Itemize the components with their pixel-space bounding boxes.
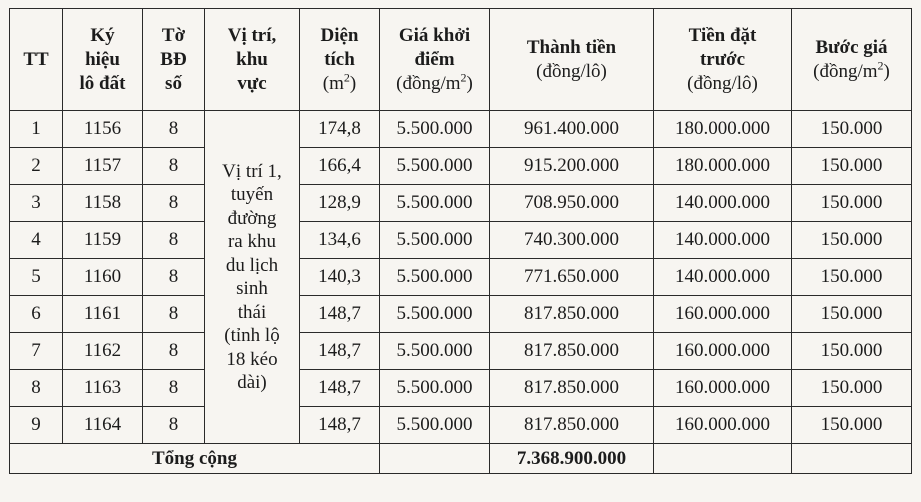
cell-tt: 1 bbox=[10, 111, 63, 148]
table-row bbox=[10, 259, 912, 296]
cell-ky-hieu: 1162 bbox=[63, 333, 143, 370]
cell-tt: 6 bbox=[10, 296, 63, 333]
cell-dien-tich: 134,6 bbox=[300, 222, 380, 259]
cell-thanh-tien: 817.850.000 bbox=[490, 296, 654, 333]
cell-ky-hieu: 1156 bbox=[63, 111, 143, 148]
cell-to-bd: 8 bbox=[143, 296, 205, 333]
header-dien-tich: Diện tích $(m^2)$ bbox=[300, 9, 380, 111]
cell-tt: 8 bbox=[10, 370, 63, 407]
cell-dat-truoc: 160.000.000 bbox=[654, 333, 792, 370]
cell-dien-tich: 166,4 bbox=[300, 148, 380, 185]
cell-buoc-gia: 150.000 bbox=[792, 185, 912, 222]
table-row bbox=[10, 148, 912, 185]
cell-gia: 5.500.000 bbox=[380, 259, 490, 296]
table-row bbox=[10, 185, 912, 222]
cell-to-bd: 8 bbox=[143, 148, 205, 185]
cell-tt: 3 bbox=[10, 185, 63, 222]
cell-dat-truoc: 180.000.000 bbox=[654, 148, 792, 185]
total-empty-dat-truoc bbox=[654, 444, 792, 474]
header-to-bd: Tờ BĐ số bbox=[143, 9, 205, 111]
cell-buoc-gia: 150.000 bbox=[792, 333, 912, 370]
cell-gia: 5.500.000 bbox=[380, 148, 490, 185]
cell-gia: 5.500.000 bbox=[380, 296, 490, 333]
cell-tt: 9 bbox=[10, 407, 63, 444]
cell-dien-tich: 140,3 bbox=[300, 259, 380, 296]
cell-thanh-tien: 708.950.000 bbox=[490, 185, 654, 222]
cell-dat-truoc: 160.000.000 bbox=[654, 370, 792, 407]
cell-dat-truoc: 180.000.000 bbox=[654, 111, 792, 148]
cell-ky-hieu: 1159 bbox=[63, 222, 143, 259]
cell-location: Vị trí 1, tuyến đường ra khu du lịch sinh thái (tỉnh lộ 18 kéo dài) bbox=[205, 111, 300, 444]
cell-buoc-gia: 150.000 bbox=[792, 296, 912, 333]
cell-gia: 5.500.000 bbox=[380, 222, 490, 259]
header-buoc-gia: Bước giá $(đồng/m^2)$ bbox=[792, 9, 912, 111]
table-row bbox=[10, 370, 912, 407]
cell-buoc-gia: 150.000 bbox=[792, 259, 912, 296]
cell-thanh-tien: 740.300.000 bbox=[490, 222, 654, 259]
cell-to-bd: 8 bbox=[143, 370, 205, 407]
cell-gia: 5.500.000 bbox=[380, 407, 490, 444]
cell-ky-hieu: 1163 bbox=[63, 370, 143, 407]
table-row bbox=[10, 111, 912, 148]
cell-buoc-gia: 150.000 bbox=[792, 370, 912, 407]
cell-thanh-tien: 817.850.000 bbox=[490, 407, 654, 444]
cell-to-bd: 8 bbox=[143, 259, 205, 296]
header-tt: TT bbox=[10, 9, 63, 111]
cell-thanh-tien: 771.650.000 bbox=[490, 259, 654, 296]
total-thanh-tien: 7.368.900.000 bbox=[490, 444, 654, 474]
cell-buoc-gia: 150.000 bbox=[792, 222, 912, 259]
cell-thanh-tien: 915.200.000 bbox=[490, 148, 654, 185]
table-row bbox=[10, 222, 912, 259]
cell-gia: 5.500.000 bbox=[380, 111, 490, 148]
cell-to-bd: 8 bbox=[143, 333, 205, 370]
total-row bbox=[10, 444, 912, 474]
cell-dat-truoc: 140.000.000 bbox=[654, 185, 792, 222]
header-gia-khoi-diem: Giá khởi điểm $(đồng/m^2)$ bbox=[380, 9, 490, 111]
header-thanh-tien: Thành tiền (đồng/lô) bbox=[490, 9, 654, 111]
cell-ky-hieu: 1164 bbox=[63, 407, 143, 444]
cell-ky-hieu: 1161 bbox=[63, 296, 143, 333]
cell-ky-hieu: 1158 bbox=[63, 185, 143, 222]
cell-dat-truoc: 160.000.000 bbox=[654, 296, 792, 333]
cell-to-bd: 8 bbox=[143, 222, 205, 259]
cell-ky-hieu: 1157 bbox=[63, 148, 143, 185]
cell-tt: 7 bbox=[10, 333, 63, 370]
cell-tt: 5 bbox=[10, 259, 63, 296]
cell-dien-tich: 148,7 bbox=[300, 296, 380, 333]
header-vi-tri: Vị trí, khu vực bbox=[205, 9, 300, 111]
cell-gia: 5.500.000 bbox=[380, 370, 490, 407]
cell-gia: 5.500.000 bbox=[380, 185, 490, 222]
cell-dien-tich: 148,7 bbox=[300, 333, 380, 370]
table-row bbox=[10, 333, 912, 370]
cell-dat-truoc: 160.000.000 bbox=[654, 407, 792, 444]
header-tien-dat-truoc: Tiền đặt trước (đồng/lô) bbox=[654, 9, 792, 111]
cell-dat-truoc: 140.000.000 bbox=[654, 259, 792, 296]
cell-dien-tich: 128,9 bbox=[300, 185, 380, 222]
header-ky-hieu: Ký hiệu lô đất bbox=[63, 9, 143, 111]
cell-tt: 4 bbox=[10, 222, 63, 259]
cell-buoc-gia: 150.000 bbox=[792, 407, 912, 444]
total-empty-gia bbox=[380, 444, 490, 474]
cell-dien-tich: 148,7 bbox=[300, 370, 380, 407]
total-label: Tổng cộng bbox=[10, 444, 380, 474]
table-row bbox=[10, 296, 912, 333]
table-row bbox=[10, 407, 912, 444]
cell-to-bd: 8 bbox=[143, 407, 205, 444]
cell-buoc-gia: 150.000 bbox=[792, 148, 912, 185]
cell-tt: 2 bbox=[10, 148, 63, 185]
cell-dien-tich: 174,8 bbox=[300, 111, 380, 148]
cell-to-bd: 8 bbox=[143, 185, 205, 222]
header-row bbox=[10, 9, 912, 111]
land-lot-table bbox=[9, 8, 912, 474]
cell-to-bd: 8 bbox=[143, 111, 205, 148]
cell-dien-tich: 148,7 bbox=[300, 407, 380, 444]
total-empty-buoc-gia bbox=[792, 444, 912, 474]
cell-ky-hieu: 1160 bbox=[63, 259, 143, 296]
cell-buoc-gia: 150.000 bbox=[792, 111, 912, 148]
cell-dat-truoc: 140.000.000 bbox=[654, 222, 792, 259]
land-auction-table-sheet bbox=[9, 8, 911, 486]
cell-gia: 5.500.000 bbox=[380, 333, 490, 370]
cell-thanh-tien: 961.400.000 bbox=[490, 111, 654, 148]
cell-thanh-tien: 817.850.000 bbox=[490, 333, 654, 370]
cell-thanh-tien: 817.850.000 bbox=[490, 370, 654, 407]
